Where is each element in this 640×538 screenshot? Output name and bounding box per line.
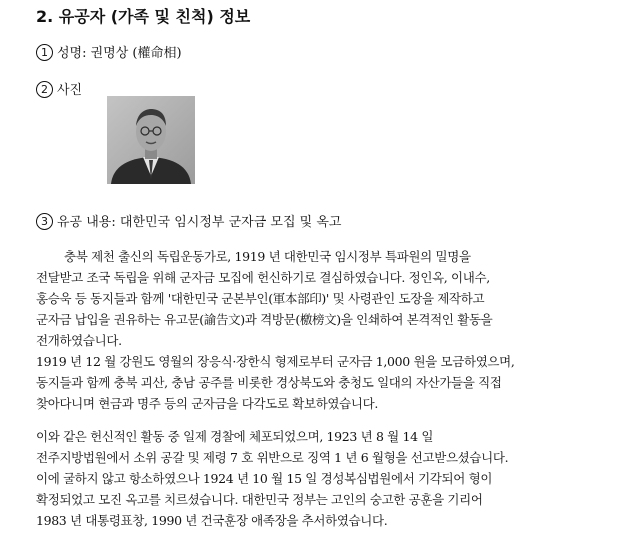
section-title: 2. 유공자 (가족 및 친척) 정보 (36, 7, 251, 26)
circled-number-3: 3 (36, 213, 53, 230)
circled-number-2: 2 (36, 81, 53, 98)
photo-label: 사진 (57, 83, 83, 98)
paragraph-line: 찾아다니며 현금과 명주 등의 군자금을 다각도로 확보하였습니다. (36, 396, 378, 411)
paragraph-3 (36, 426, 626, 531)
content-label: 유공 내용: 대한민국 임시정부 군자금 모집 및 옥고 (57, 215, 342, 230)
paragraph-line: 군자금 납입을 권유하는 유고문(諭告文)과 격방문(檄榜文)을 인쇄하여 본격적인 활동을 (36, 312, 493, 327)
name-label: 성명: 권명상 (權命相) (57, 46, 182, 61)
photo-item (36, 81, 82, 100)
paragraph-line: 이에 굴하지 않고 항소하였으나 1924 년 10 월 15 일 경성복심법원에서 기각되어 형이 (36, 471, 493, 486)
paragraph-line: 동지들과 함께 충북 괴산, 충남 공주를 비롯한 경상북도와 충청도 일대의 자산가들을 직접 (36, 375, 502, 390)
paragraph-line: 전주지방법원에서 소위 공갈 및 제령 7 호 위반으로 징역 1 년 6 월형을 선고받으셨습니다. (36, 450, 509, 465)
circled-number-1: 1 (36, 44, 53, 61)
paragraph-line: 홍승욱 등 동지들과 함께 '대한민국 군본부인(軍本部印)' 및 사령관인 도장을 제작하고 (36, 291, 485, 306)
paragraph-line: 충북 제천 출신의 독립운동가로, 1919 년 대한민국 임시정부 특파원의 밀명을 (64, 249, 471, 264)
paragraph-line: 1983 년 대통령표창, 1990 년 건국훈장 애족장을 추서하였습니다. (36, 513, 388, 528)
content-item (36, 213, 341, 232)
name-item (36, 44, 182, 63)
paragraph-line: 확정되었고 모진 옥고를 치르셨습니다. 대한민국 정부는 고인의 숭고한 공훈을 기리어 (36, 492, 483, 507)
paragraph-line: 전달받고 조국 독립을 위해 군자금 모집에 헌신하기로 결심하였습니다. 정인옥, 이내수, (36, 270, 490, 285)
paragraph-1 (36, 246, 626, 351)
paragraph-line: 1919 년 12 월 강원도 영월의 장응식·장한식 형제로부터 군자금 1,000 원을 모금하였으며, (36, 354, 515, 369)
portrait-photo (107, 96, 195, 184)
paragraph-2 (36, 351, 626, 414)
portrait-image (107, 96, 195, 184)
paragraph-line: 이와 같은 헌신적인 활동 중 일제 경찰에 체포되었으며, 1923 년 8 월 14 일 (36, 429, 434, 444)
paragraph-line: 전개하였습니다. (36, 333, 122, 348)
